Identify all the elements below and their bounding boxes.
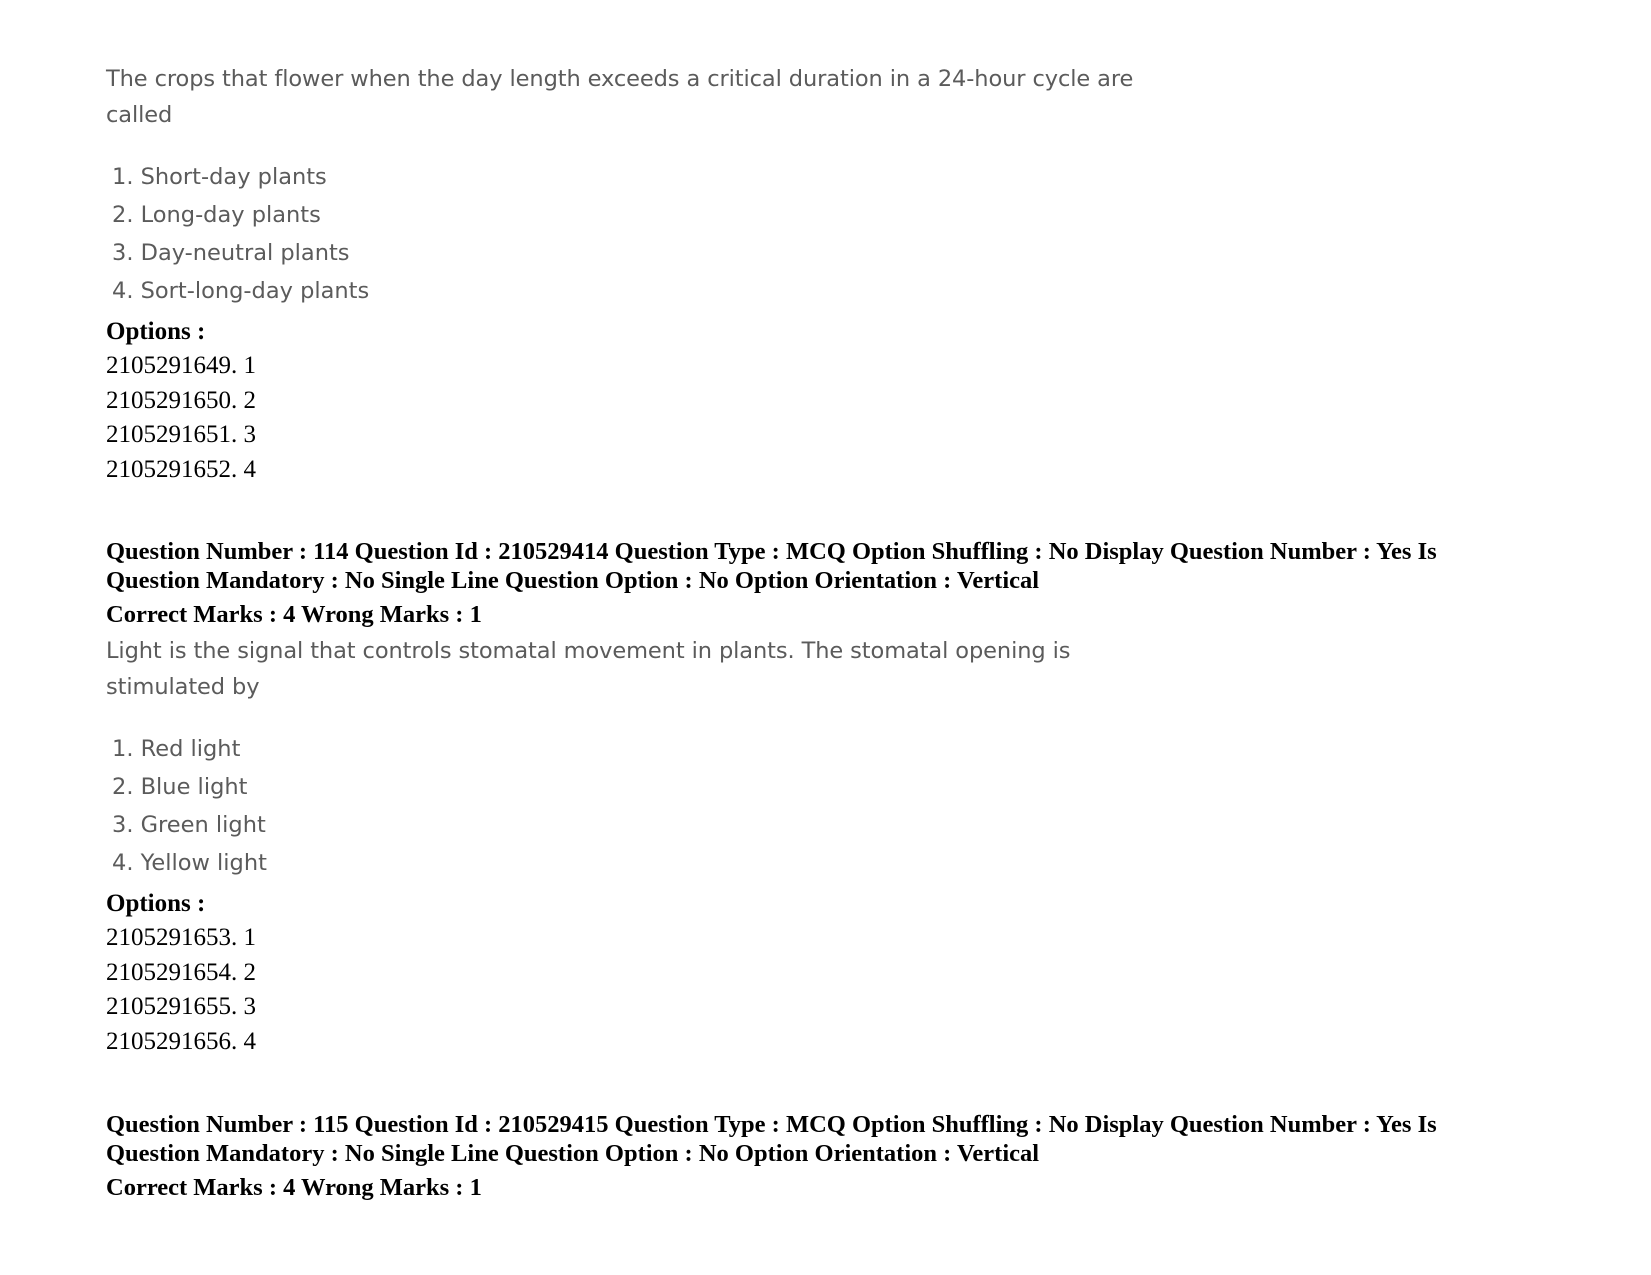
question-choice: 2. Long-day plants [112, 202, 321, 228]
question-choice: 1. Red light [112, 736, 241, 762]
question-choice: 3. Green light [112, 812, 266, 838]
option-item: 2105291655. 3 [106, 993, 256, 1020]
options-list [106, 921, 256, 1059]
question-choice: 4. Sort-long-day plants [112, 278, 370, 304]
question-choice: 1. Short-day plants [112, 164, 327, 190]
question-stem-line: Light is the signal that controls stomatal movement in plants. The stomatal opening is [106, 638, 1071, 664]
question-choice-list [112, 730, 267, 882]
question-meta-line: Question Number : 115 Question Id : 210529415 Question Type : MCQ Option Shuffling : No Display Question Number : Yes Is [106, 1111, 1437, 1138]
options-label: Options : [106, 318, 206, 345]
question-meta-line: Question Mandatory : No Single Line Question Option : No Option Orientation : Vertical [106, 567, 1040, 594]
question-stem-line: The crops that flower when the day length exceeds a critical duration in a 24-hour cycle are [106, 66, 1134, 92]
question-marks: Correct Marks : 4 Wrong Marks : 1 [106, 1174, 482, 1201]
question-choice: 2. Blue light [112, 774, 248, 800]
question-marks: Correct Marks : 4 Wrong Marks : 1 [106, 601, 482, 628]
question-stem-line: called [106, 102, 173, 128]
question-stem-line: stimulated by [106, 674, 260, 700]
option-item: 2105291650. 2 [106, 386, 256, 414]
option-item: 2105291651. 3 [106, 421, 256, 448]
option-item: 2105291656. 4 [106, 1027, 256, 1055]
option-item: 2105291653. 1 [106, 924, 256, 951]
question-choice: 4. Yellow light [112, 850, 267, 876]
question-meta-line: Question Mandatory : No Single Line Question Option : No Option Orientation : Vertical [106, 1140, 1040, 1167]
options-list [106, 349, 256, 487]
option-item: 2105291652. 4 [106, 455, 256, 483]
option-item: 2105291649. 1 [106, 352, 256, 379]
option-item: 2105291654. 2 [106, 958, 256, 986]
question-choice-list [112, 158, 369, 310]
options-label: Options : [106, 890, 206, 917]
question-choice: 3. Day-neutral plants [112, 240, 350, 266]
question-meta-line: Question Number : 114 Question Id : 210529414 Question Type : MCQ Option Shuffling : No Display Question Number : Yes Is [106, 538, 1437, 565]
